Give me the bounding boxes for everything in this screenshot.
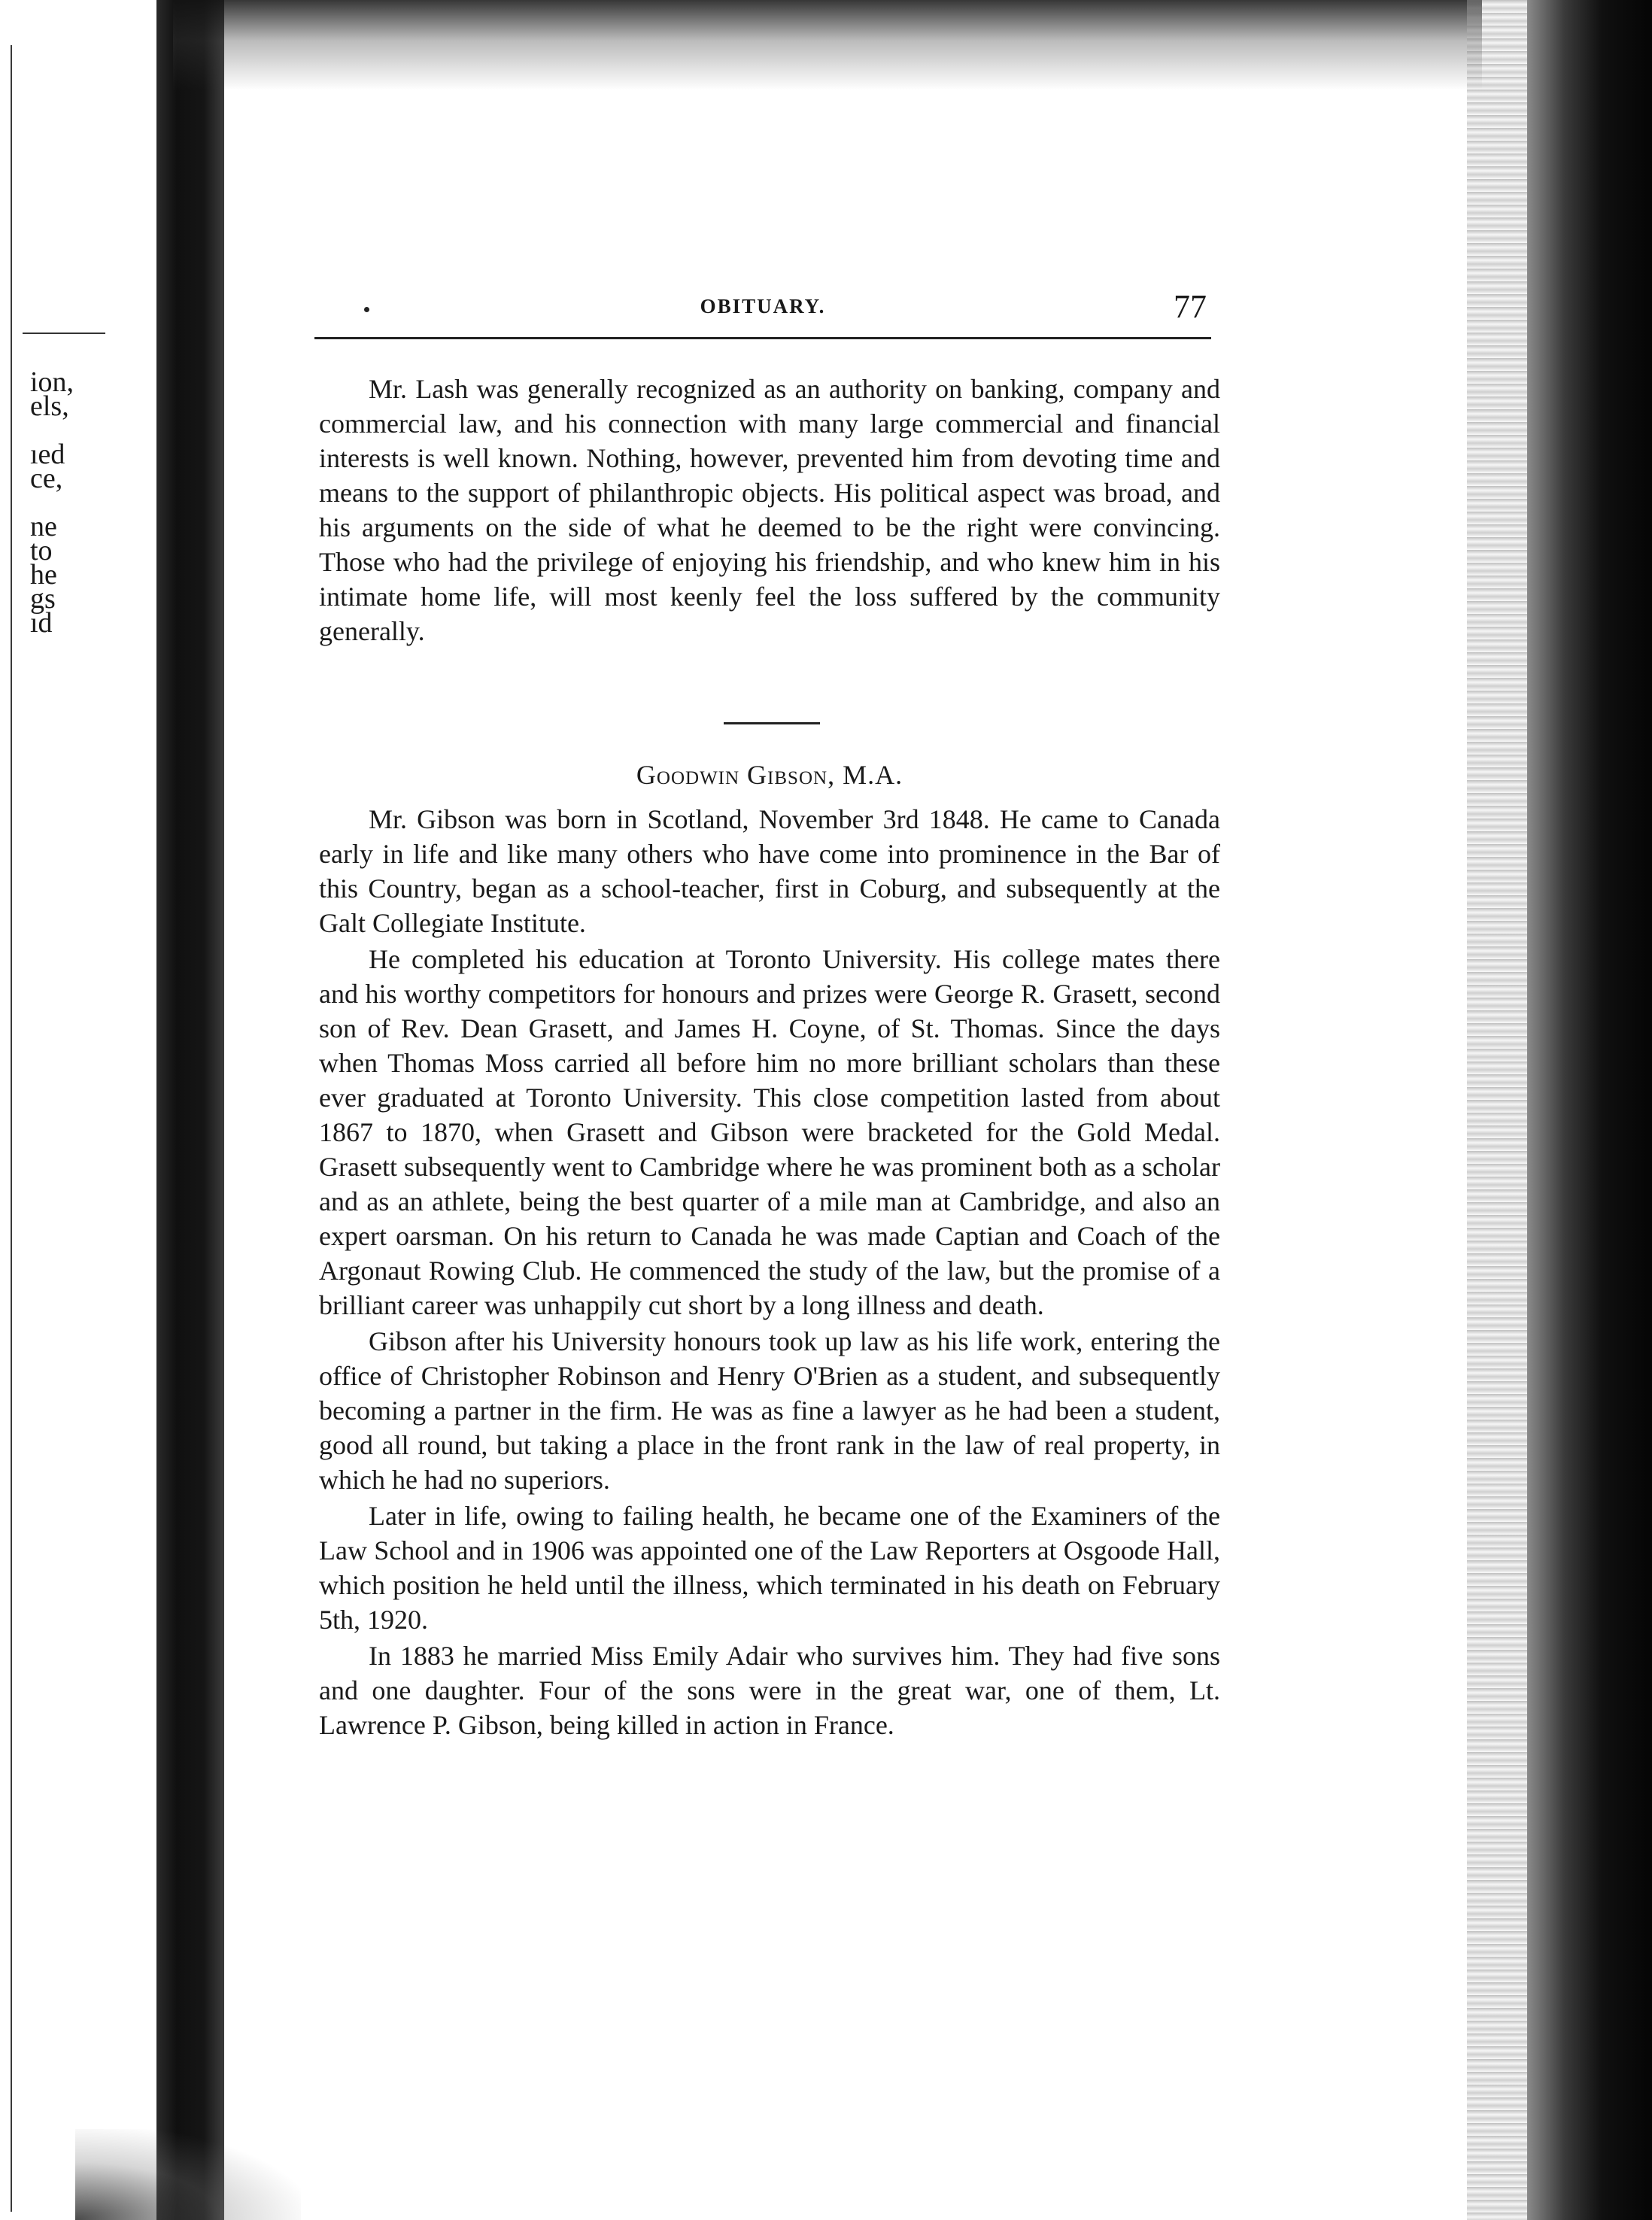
adjacent-page-fragment: gs [30, 583, 56, 615]
fore-edge-shadow [1527, 0, 1652, 2220]
top-edge-shadow [173, 0, 1482, 90]
adjacent-page-fragment: to [30, 535, 53, 566]
adjacent-page-fragment: ne [30, 511, 57, 542]
page-number: 77 [1174, 288, 1207, 325]
body-paragraph: Mr. Gibson was born in Scotland, November 3rd 1848. He came to Canada early in life and like many others who have come into prominence in the Bar of this Country, began as a school-teacher, first in Coburg, and subsequently at the Galt Collegiate Institute. [319, 804, 1220, 938]
gibson-obituary [319, 802, 1220, 1744]
book-gutter-shadow [156, 0, 224, 2220]
body-paragraph: In 1883 he married Miss Emily Adair who survives him. They had five sons and one daughter. Four of the sons were in the great war, one of them, Lt. Lawrence P. Gibson, being killed in action in France. [319, 1641, 1220, 1740]
body-paragraph: Later in life, owing to failing health, he became one of the Examiners of the Law School and in 1906 was appointed one of the Law Reporters at Osgoode Hall, which position he held until the illness, which terminated in his death on February 5th, 1920. [319, 1501, 1220, 1635]
adjacent-page-fragment: ion, [30, 366, 74, 398]
section-divider [724, 722, 820, 724]
adjacent-page-fragment: ıd [30, 607, 53, 639]
section-heading: Goodwin Gibson, M.A. [636, 760, 903, 790]
adjacent-page-rule [23, 333, 105, 334]
adjacent-page-text [30, 366, 120, 639]
adjacent-page-fragment: ce, [30, 463, 63, 494]
running-head-title: OBITUARY. [700, 295, 826, 317]
lash-obituary-continuation [319, 372, 1220, 648]
bottom-corner-shadow [75, 2129, 301, 2220]
adjacent-page-fragment: ıed [30, 439, 65, 470]
body-paragraph: Mr. Lash was generally recognized as an authority on banking, company and commercial law, and his connection with many large commercial and financial interests is well known. Nothing, however, prevented him from devoting time and means to the support of philanthropic objects. His political aspect was broad, and his arguments on the side of what he deemed to be the right were convincing. Those who had the privilege of enjoying his friendship, and who knew him in his intimate home life, will most keenly feel the loss suffered by the community generally. [319, 374, 1220, 646]
running-head-rule [314, 337, 1211, 339]
running-head [314, 288, 1211, 333]
body-paragraph: Gibson after his University honours took up law as his life work, entering the office of Christopher Robinson and Henry O'Brien as a student, and subsequently becoming a partner in the firm. He was as fine a lawyer as he had been a student, good all round, but taking a place in the front rank in the law of real property, in which he had no superiors. [319, 1326, 1220, 1495]
adjacent-page-fragment: els, [30, 390, 69, 422]
page-edge-line [11, 45, 12, 2212]
body-paragraph: He completed his education at Toronto University. His college mates there and his worthy competitors for honours and prizes were George R. Grasett, second son of Rev. Dean Grasett, and James H. Coyne, of St. Thomas. Since the days when Thomas Moss carried all before him no more brilliant scholars than these ever graduated at Toronto University. This close competition lasted from about 1867 to 1870, when Grasett and Gibson were bracketed for the Gold Medal. Grasett subsequently went to Cambridge where he was prominent both as a scholar and as an athlete, being the best quarter of a mile man at Cambridge, and also an expert oarsman. On his return to Canada he was made Captian and Coach of the Argonaut Rowing Club. He commenced the study of the law, but the promise of a brilliant career was unhappily cut short by a long illness and death. [319, 944, 1220, 1320]
adjacent-page-fragment: he [30, 559, 57, 591]
fore-edge-texture [1467, 0, 1527, 2220]
